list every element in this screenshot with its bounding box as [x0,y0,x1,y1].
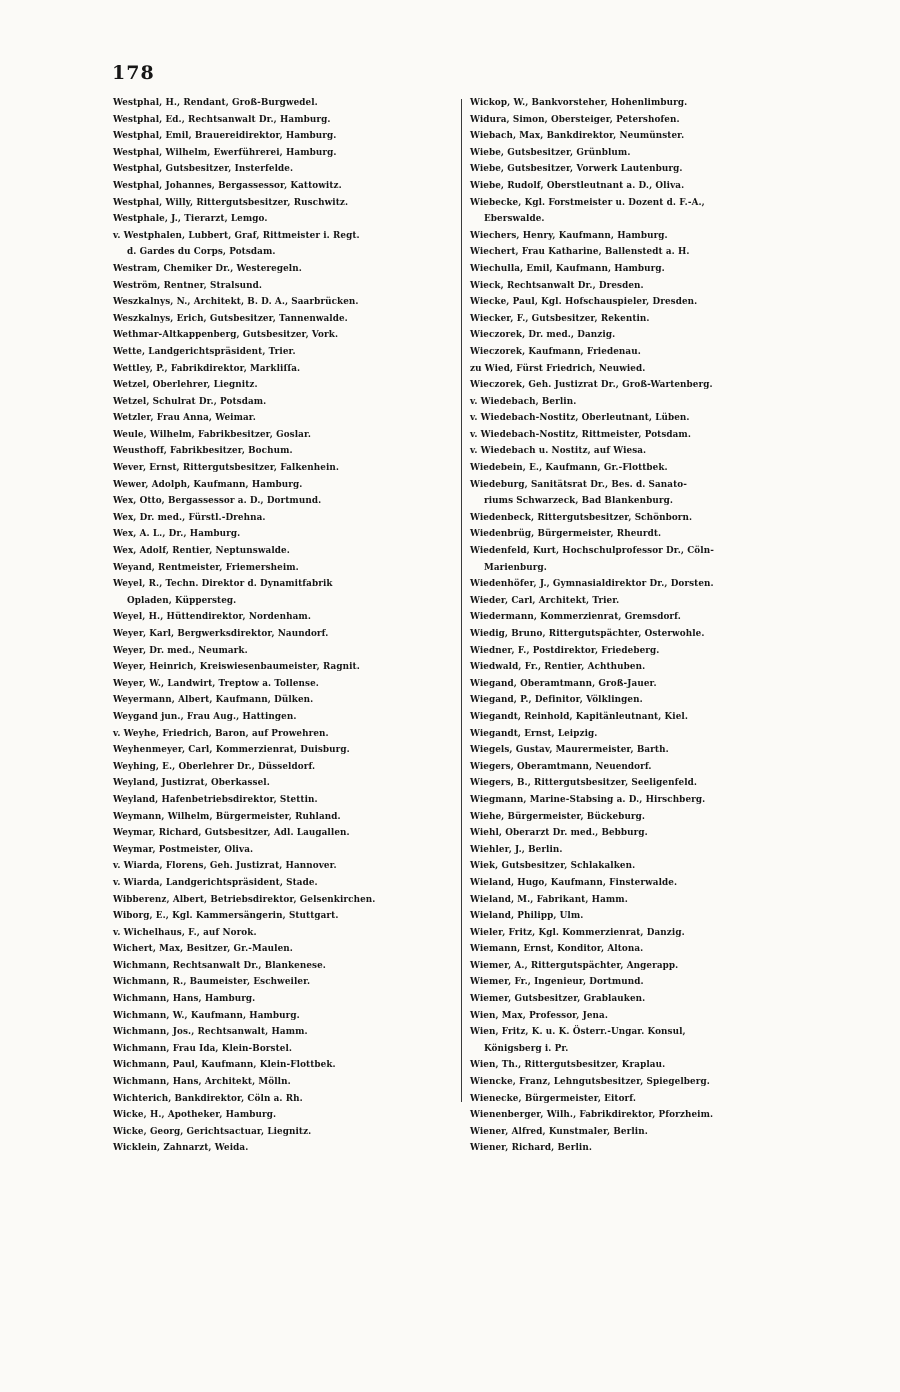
directory-entry: Wickop, W., Bankvorsteher, Hohenlimburg. [470,98,688,108]
directory-entry: Wever, Ernst, Rittergutsbesitzer, Falkenhein. [113,463,340,474]
directory-entry: Wiebach, Max, Bankdirektor, Neumünster. [470,131,685,142]
directory-entry: Wichmann, R., Baumeister, Eschweiler. [113,977,311,988]
directory-entry: zu Wied, Fürst Friedrich, Neuwied. [470,363,646,374]
directory-entry: Wex, Dr. med., Fürstl.-Drehna. [113,512,266,523]
directory-entry: Wewer, Adolph, Kaufmann, Hamburg. [113,479,303,490]
directory-entry: Wieck, Rechtsanwalt Dr., Dresden. [470,280,644,291]
directory-entry: Wiedenbeck, Rittergutsbesitzer, Schönborn. [470,512,693,523]
directory-entry-continuation: Opladen, Küppersteg. [127,595,237,606]
directory-entry: Wiemer, Fr., Ingenieur, Dortmund. [470,977,644,988]
directory-entry: Weymar, Richard, Gutsbesitzer, Adl. Laugallen. [113,828,350,839]
directory-entry: Wiemer, A., Rittergutspächter, Angerapp. [470,960,679,971]
directory-entry: Wiborg, E., Kgl. Kammersängerin, Stuttgart. [113,911,339,922]
directory-entry-continuation: Eberswalde. [484,214,545,225]
directory-entry: Wiegand, P., Definitor, Völklingen. [470,695,643,706]
directory-entry: Wiebe, Rudolf, Oberstleutnant a. D., Oliva. [470,180,685,191]
directory-entry: Wiedner, F., Postdirektor, Friedeberg. [470,645,660,656]
directory-entry: Wettley, P., Fabrikdirektor, Markliſſa. [113,363,301,374]
directory-entry: Weule, Wilhelm, Fabrikbesitzer, Goslar. [113,429,312,440]
directory-entry: Wiedenfeld, Kurt, Hochschulprofessor Dr., Cöln- [470,546,714,557]
directory-entry: Wiedwald, Fr., Rentier, Achthuben. [470,662,646,673]
directory-entry: Wiecker, F., Gutsbesitzer, Rekentin. [470,313,650,324]
directory-entry: Wiegand, Oberamtmann, Groß-Jauer. [470,678,657,689]
directory-entry: Weyhenmeyer, Carl, Kommerzienrat, Duisburg. [113,745,350,756]
directory-entry: Weymann, Wilhelm, Bürgermeister, Ruhland. [113,811,341,822]
directory-entry: Wethmar-Altkappenberg, Gutsbesitzer, Vork. [113,330,339,341]
directory-entry: Wetzel, Schulrat Dr., Potsdam. [113,396,267,407]
left-column [113,95,461,1157]
directory-entry: Wiechert, Frau Katharine, Ballenstedt a. H. [470,247,690,258]
directory-entry: Wex, Adolf, Rentier, Neptunswalde. [113,546,290,557]
directory-entry: Weyand, Rentmeister, Friemersheim. [113,562,299,573]
directory-entry: Wiehler, J., Berlin. [470,844,563,855]
directory-entry: Wibberenz, Albert, Betriebsdirektor, Gelsenkirchen. [113,894,376,905]
directory-entry: v. Wiedebach-Nostitz, Rittmeister, Potsdam. [470,429,692,440]
page-number: 178 [112,62,155,84]
directory-entry: Wichmann, Jos., Rechtsanwalt, Hamm. [113,1027,308,1038]
directory-entry: Wichterich, Bankdirektor, Cöln a. Rh. [113,1093,303,1104]
directory-entry: v. Wiarda, Florens, Geh. Justizrat, Hannover. [113,861,337,872]
directory-entry: v. Wiarda, Landgerichtspräsident, Stade. [113,877,318,888]
directory-entry: Wiebecke, Kgl. Forstmeister u. Dozent d. F.-A., [470,197,705,208]
directory-entry: Wiemer, Gutsbesitzer, Grablauken. [470,994,646,1005]
directory-entry: v. Wiedebach, Berlin. [470,396,577,407]
directory-entry: Wiek, Gutsbesitzer, Schlakalken. [470,861,636,872]
directory-entry: Weyer, W., Landwirt, Treptow a. Tollense. [113,678,319,689]
directory-entry: Westphal, Emil, Brauereidirektor, Hamburg. [113,131,337,142]
directory-entry: Wiedermann, Kommerzienrat, Gremsdorf. [470,612,681,623]
directory-entry: Weyer, Karl, Bergwerksdirektor, Naundorf. [113,629,329,639]
directory-entry: Wichmann, Hans, Architekt, Mölln. [113,1077,291,1088]
directory-entry: Wien, Fritz, K. u. K. Österr.-Ungar. Konsul, [470,1027,686,1038]
directory-entry: Westphal, Wilhelm, Ewerführerei, Hamburg. [113,147,337,158]
directory-entry: Westphal, H., Rendant, Groß-Burgwedel. [113,98,318,108]
directory-entry: Wiegers, Oberamtmann, Neuendorf. [470,761,652,772]
directory-entry: Wiegandt, Ernst, Leipzig. [470,728,598,739]
directory-entry: Weström, Rentner, Stralsund. [113,280,263,291]
directory-entry: Wiemann, Ernst, Konditor, Altona. [470,944,644,955]
directory-entry: Wiebe, Gutsbesitzer, Vorwerk Lautenburg. [470,164,683,175]
directory-entry: Weszkalnys, N., Architekt, B. D. A., Saarbrücken. [113,297,359,308]
directory-entry: Wiegers, B., Rittergutsbesitzer, Seeligenfeld. [470,778,698,789]
directory-entry: Weszkalnys, Erich, Gutsbesitzer, Tannenwalde. [113,313,348,324]
directory-entry: Wiechulla, Emil, Kaufmann, Hamburg. [470,263,665,274]
directory-entry: Westphal, Ed., Rechtsanwalt Dr., Hamburg. [113,114,331,125]
directory-entry: Weyland, Justizrat, Oberkassel. [113,778,270,789]
directory-entry: Wieczorek, Geh. Justizrat Dr., Groß-Wartenberg. [470,380,713,391]
directory-entry: Westphale, J., Tierarzt, Lemgo. [113,214,268,225]
directory-entry: Wienecke, Bürgermeister, Eitorf. [470,1093,637,1104]
directory-entry: Wiedig, Bruno, Rittergutspächter, Osterwohle. [470,629,705,639]
directory-entry-continuation: d. Gardes du Corps, Potsdam. [127,247,276,258]
directory-entry: Wienenberger, Wilh., Fabrikdirektor, Pforzheim. [470,1110,714,1121]
directory-entry: Wiegandt, Reinhold, Kapitänleutnant, Kiel. [470,711,689,722]
directory-entry: Wiedebein, E., Kaufmann, Gr.-Flottbek. [470,463,668,474]
directory-entry: Wiener, Richard, Berlin. [470,1143,592,1154]
directory-entry: Wetzel, Oberlehrer, Liegnitz. [113,380,258,391]
directory-entry: Wiehe, Bürgermeister, Bückeburg. [470,811,646,822]
directory-entry: Wieczorek, Kaufmann, Friedenau. [470,346,641,357]
directory-entry: Wieler, Fritz, Kgl. Kommerzienrat, Danzig. [470,927,685,938]
directory-entry: Weusthoff, Fabrikbesitzer, Bochum. [113,446,293,457]
directory-entry: Weyermann, Albert, Kaufmann, Dülken. [113,695,314,706]
directory-entry: Weyhing, E., Oberlehrer Dr., Düsseldorf. [113,761,316,772]
directory-entry: Wicke, H., Apotheker, Hamburg. [113,1110,277,1121]
directory-entry: Wieder, Carl, Architekt, Trier. [470,595,620,606]
directory-entry: Westphal, Gutsbesitzer, Insterfelde. [113,164,294,175]
directory-entry: Wiebe, Gutsbesitzer, Grünblum. [470,147,631,158]
directory-entry: Wiedeburg, Sanitätsrat Dr., Bes. d. Sanato- [470,479,687,490]
directory-entry: Weygand jun., Frau Aug., Hattingen. [113,711,297,722]
directory-entry: Westram, Chemiker Dr., Westeregeln. [113,263,302,274]
directory-entry: Weymar, Postmeister, Oliva. [113,844,254,855]
directory-entry: Wieland, M., Fabrikant, Hamm. [470,894,628,905]
column-divider [461,99,462,1102]
directory-entry: Weyer, Heinrich, Kreiswiesenbaumeister, Ragnit. [113,662,360,673]
directory-entry: Wieland, Philipp, Ulm. [470,911,584,922]
directory-entry-continuation: riums Schwarzeck, Bad Blankenburg. [484,496,673,507]
directory-entry: Weyland, Hafenbetriebsdirektor, Stettin. [113,794,318,805]
directory-entry: Wichmann, Hans, Hamburg. [113,994,256,1005]
directory-entry: Wiedenbrüg, Bürgermeister, Rheurdt. [470,529,662,540]
directory-entry: Wichmann, W., Kaufmann, Hamburg. [113,1010,300,1021]
directory-entry: Wiener, Alfred, Kunstmaler, Berlin. [470,1126,648,1137]
directory-entry: v. Weyhe, Friedrich, Baron, auf Prowehren. [113,728,329,739]
directory-entry: Wiegels, Gustav, Maurermeister, Barth. [470,745,669,756]
directory-entry: Wex, A. L., Dr., Hamburg. [113,529,241,540]
directory-entry: Wieczorek, Dr. med., Danzig. [470,330,616,341]
directory-entry: Wiecke, Paul, Kgl. Hofschauspieler, Dresden. [470,297,698,308]
directory-entry: Wichmann, Frau Ida, Klein-Borstel. [113,1043,293,1054]
directory-entry: Wichert, Max, Besitzer, Gr.-Maulen. [113,944,293,955]
directory-entry: Weyer, Dr. med., Neumark. [113,645,248,656]
directory-entry: Wette, Landgerichtspräsident, Trier. [113,346,296,357]
directory-entry: Wicklein, Zahnarzt, Weida. [113,1143,249,1154]
directory-entry: Wiechers, Henry, Kaufmann, Hamburg. [470,230,668,241]
directory-entry: Westphal, Willy, Rittergutsbesitzer, Ruschwitz. [113,197,349,208]
directory-entry: Widura, Simon, Obersteiger, Petershofen. [470,114,680,125]
directory-entry-continuation: Marienburg. [484,562,547,573]
directory-entry: Wieland, Hugo, Kaufmann, Finsterwalde. [470,877,678,888]
right-column [470,95,818,1157]
directory-entry: Wiencke, Franz, Lehngutsbesitzer, Spiegelberg. [470,1077,710,1088]
directory-entry: v. Westphalen, Lubbert, Graf, Rittmeister i. Regt. [113,230,360,241]
directory-entry: Wicke, Georg, Gerichtsactuar, Liegnitz. [113,1126,312,1137]
directory-entry: Wiehl, Oberarzt Dr. med., Bebburg. [470,828,648,839]
directory-entry: Wiedenhöfer, J., Gymnasialdirektor Dr., Dorsten. [470,579,714,590]
directory-entry: Wien, Max, Professor, Jena. [470,1010,608,1021]
directory-entry: Westphal, Johannes, Bergassessor, Kattowitz. [113,180,342,191]
directory-entry: Wichmann, Rechtsanwalt Dr., Blankenese. [113,960,326,971]
directory-entry: Wichmann, Paul, Kaufmann, Klein-Flottbek. [113,1060,336,1071]
directory-entry: Weyel, H., Hüttendirektor, Nordenham. [113,612,311,623]
directory-entry: Wex, Otto, Bergassessor a. D., Dortmund. [113,496,322,507]
directory-entry: Wiegmann, Marine-Stabsing a. D., Hirschberg. [470,794,706,805]
directory-entry: v. Wichelhaus, F., auf Norok. [113,927,257,938]
directory-entry: Weyel, R., Techn. Direktor d. Dynamitfabrik [113,579,333,590]
directory-entry: Wetzler, Frau Anna, Weimar. [113,413,256,424]
directory-entry: Wien, Th., Rittergutsbesitzer, Kraplau. [470,1060,666,1071]
directory-entry: v. Wiedebach-Nostitz, Oberleutnant, Lüben. [470,413,690,424]
directory-entry-continuation: Königsberg i. Pr. [484,1043,569,1054]
directory-entry: v. Wiedebach u. Nostitz, auf Wiesa. [470,446,647,457]
